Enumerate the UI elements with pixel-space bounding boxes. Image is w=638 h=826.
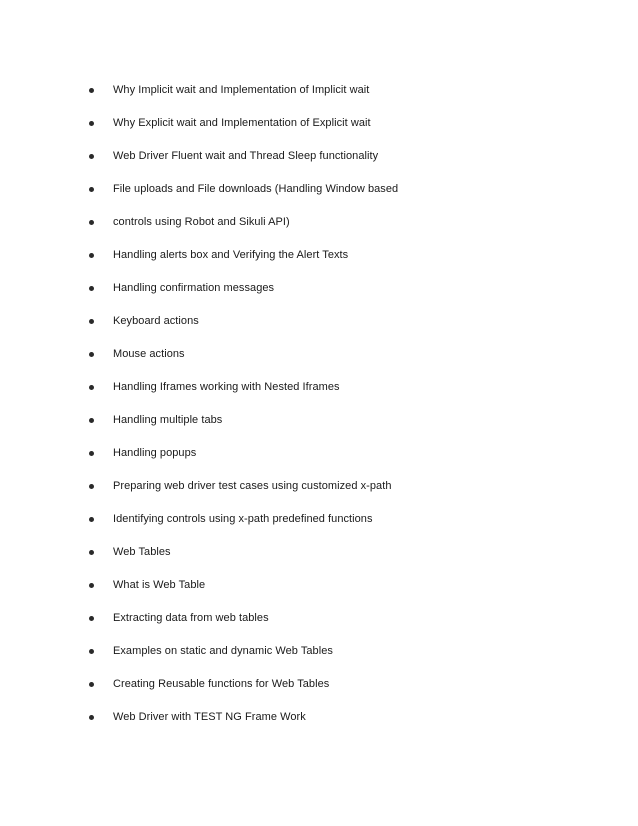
- list-item-text: Why Explicit wait and Implementation of Explicit wait: [113, 116, 371, 129]
- bullet-icon: [89, 319, 94, 324]
- list-item-text: Mouse actions: [113, 347, 185, 360]
- list-item-text: Keyboard actions: [113, 314, 199, 327]
- list-item-text: What is Web Table: [113, 578, 206, 591]
- bullet-icon: [89, 253, 94, 258]
- bullet-icon: [89, 550, 94, 555]
- bullet-icon: [89, 220, 94, 225]
- list-item-text: Why Implicit wait and Implementation of Implicit wait: [113, 83, 370, 96]
- bullet-icon: [89, 583, 94, 588]
- bullet-icon: [89, 517, 94, 522]
- list-item-text: Examples on static and dynamic Web Tables: [113, 644, 333, 657]
- bullet-icon: [89, 154, 94, 159]
- list-item-text: Identifying controls using x-path predefined functions: [113, 512, 373, 525]
- bullet-icon: [89, 616, 94, 621]
- bullet-icon: [89, 418, 94, 423]
- list-item-text: Handling multiple tabs: [113, 413, 223, 426]
- list-item-text: Handling popups: [113, 446, 197, 459]
- bullet-icon: [89, 88, 94, 93]
- list-item-text: Handling confirmation messages: [113, 281, 275, 294]
- list-item-text: Web Driver with TEST NG Frame Work: [113, 710, 306, 723]
- bullet-icon: [89, 484, 94, 489]
- bullet-icon: [89, 451, 94, 456]
- bullet-icon: [89, 715, 94, 720]
- list-item-text: Handling alerts box and Verifying the Alert Texts: [113, 248, 349, 261]
- bullet-icon: [89, 286, 94, 291]
- bullet-icon: [89, 121, 94, 126]
- list-item-text: Handling Iframes working with Nested Iframes: [113, 380, 340, 393]
- list-item-text: File uploads and File downloads (Handling Window based: [113, 182, 399, 195]
- list-item-text: controls using Robot and Sikuli API): [113, 215, 290, 228]
- list-item-text: Web Tables: [113, 545, 171, 558]
- list-item-text: Extracting data from web tables: [113, 611, 269, 624]
- bullet-icon: [89, 352, 94, 357]
- bullet-icon: [89, 649, 94, 654]
- list-item-text: Preparing web driver test cases using customized x-path: [113, 479, 392, 492]
- bullet-icon: [89, 187, 94, 192]
- bullet-icon: [89, 385, 94, 390]
- list-item-text: Web Driver Fluent wait and Thread Sleep functionality: [113, 149, 379, 162]
- bullet-icon: [89, 682, 94, 687]
- list-item-text: Creating Reusable functions for Web Tables: [113, 677, 330, 690]
